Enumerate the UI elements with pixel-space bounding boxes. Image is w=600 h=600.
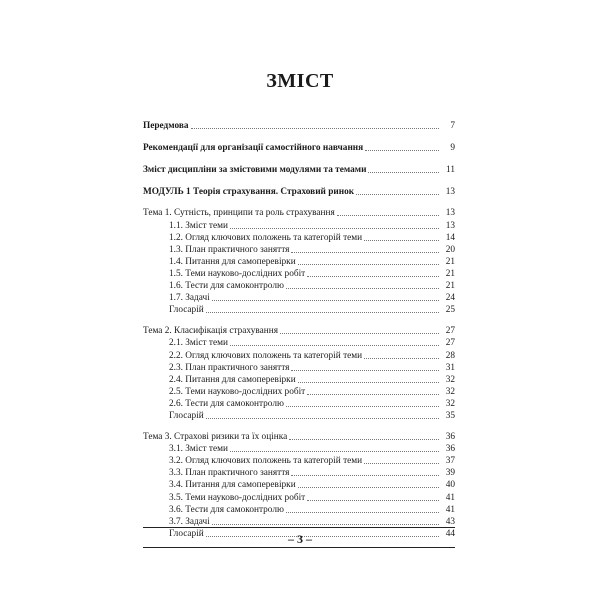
toc-entry-label: 1.2. Огляд ключових положень та категорій теми [169,232,363,243]
dot-leader [291,475,439,476]
toc-entry-label: 1.7. Задачі [169,293,210,304]
toc-entry-label: Рекомендації для організації самостійного навчання [143,143,364,154]
dot-leader [307,500,439,501]
toc-subentry[interactable] [143,349,455,361]
toc-entry-page: 21 [445,268,455,279]
dot-leader [298,487,439,488]
toc-entry-label: 3.7. Задачі [169,516,210,527]
toc-subentry[interactable] [143,467,455,479]
toc-entry-page: 44 [445,528,455,539]
toc-entry-topic-1[interactable] [143,207,455,219]
toc-subentry[interactable] [143,268,455,280]
toc-entry-page: 20 [445,244,455,255]
dot-leader [368,172,439,173]
footer-rule-top [143,527,455,528]
toc-entry-page: 37 [445,456,455,467]
toc-subentry[interactable] [143,491,455,503]
dot-leader [337,215,439,216]
toc-entry-label: 2.5. Теми науково-дослідних робіт [169,386,306,397]
toc-entry-label: 3.1. Зміст теми [169,444,228,455]
toc-subentry[interactable] [143,362,455,374]
dot-leader [364,240,439,241]
dot-leader [286,288,439,289]
dot-leader [307,394,439,395]
toc-entry-label: Зміст дисципліни за змістовими модулями та темами [143,165,367,176]
toc-entry-label: 1.3. План практичного заняття [169,244,290,255]
toc-entry-label: 2.1. Зміст теми [169,338,228,349]
toc-subentry[interactable] [143,479,455,491]
dot-leader [356,194,439,195]
toc-entry-page: 32 [445,386,455,397]
dot-leader [212,524,439,525]
toc-subentry[interactable] [143,504,455,516]
toc-entry-label: 3.2. Огляд ключових положень та категорій теми [169,456,363,467]
toc-entry-page: 35 [445,410,455,421]
toc-entry-page: 41 [445,492,455,503]
toc-subentry[interactable] [143,219,455,231]
toc-subentry-glossary[interactable] [143,304,455,316]
toc-entry-label: Передмова [143,121,189,132]
toc-entry-page: 21 [445,281,455,292]
dot-leader [230,228,439,229]
toc-entry-page: 43 [445,516,455,527]
dot-leader [289,439,439,440]
toc-entry-course-content[interactable] [143,164,455,176]
dot-leader [365,150,439,151]
page-number: – 3 – [288,532,312,546]
dot-leader [206,418,439,419]
toc-entry-label: 1.5. Теми науково-дослідних робіт [169,268,306,279]
dot-leader [364,358,439,359]
toc-entry-label: 1.6. Тести для самоконтролю [169,281,284,292]
dot-leader [364,463,439,464]
toc-entry-recommendations[interactable] [143,142,455,154]
dot-leader [291,252,439,253]
toc-entry-module-1[interactable] [143,186,455,198]
toc-entry-page: 28 [445,350,455,361]
toc-entry-page: 7 [450,121,455,132]
dot-leader [280,333,439,334]
toc-entry-page: 25 [445,305,455,316]
toc-entry-label: 2.3. План практичного заняття [169,362,290,373]
dot-leader [298,382,439,383]
toc-entry-label: 3.6. Тести для самоконтролю [169,504,284,515]
toc-entry-label: Глосарій [169,305,204,316]
toc-entry-topic-2[interactable] [143,325,455,337]
dot-leader [286,406,439,407]
toc-subentry[interactable] [143,374,455,386]
toc-entry-foreword[interactable] [143,120,455,132]
toc-entry-label: 2.2. Огляд ключових положень та категорій теми [169,350,363,361]
toc-subentry[interactable] [143,292,455,304]
toc-entry-label: Глосарій [169,528,204,539]
page-title: ЗМІСТ [266,70,334,92]
dot-leader [191,128,439,129]
toc-entry-page: 39 [445,468,455,479]
toc-subentry[interactable] [143,280,455,292]
dot-leader [212,300,439,301]
toc-subentry[interactable] [143,386,455,398]
toc-subentry[interactable] [143,256,455,268]
toc-entry-page: 13 [445,220,455,231]
toc-entry-page: 21 [445,256,455,267]
toc-entry-label: 3.3. План практичного заняття [169,468,290,479]
toc-subentry-glossary[interactable] [143,410,455,422]
toc-entry-label: 2.6. Тести для самоконтролю [169,398,284,409]
dot-leader [286,512,439,513]
toc-entry-label: МОДУЛЬ 1 Теорія страхування. Страховий ринок [143,187,355,198]
toc-subentry[interactable] [143,244,455,256]
footer-rule-bottom [143,547,455,548]
toc-entry-page: 32 [445,374,455,385]
dot-leader [298,264,439,265]
dot-leader [230,451,439,452]
toc-subentry[interactable] [143,398,455,410]
toc-entry-label: Тема 3. Страхові ризики та їх оцінка [143,432,288,443]
toc-entry-page: 40 [445,480,455,491]
toc-entry-page: 36 [445,432,455,443]
toc-subentry[interactable] [143,443,455,455]
toc-entry-page: 31 [445,362,455,373]
toc-entry-label: Тема 1. Сутність, принципи та роль страхування [143,208,335,219]
dot-leader [307,276,439,277]
toc-entry-page: 13 [445,208,455,219]
toc-entry-label: 1.4. Питання для самоперевірки [169,256,296,267]
toc-entry-page: 36 [445,444,455,455]
toc-subentry[interactable] [143,232,455,244]
toc-entry-page: 14 [445,232,455,243]
toc-entry-label: 3.4. Питання для самоперевірки [169,480,296,491]
toc-entry-label: 2.4. Питання для самоперевірки [169,374,296,385]
toc-entry-page: 32 [445,398,455,409]
toc-subentry[interactable] [143,455,455,467]
toc-entry-page: 41 [445,504,455,515]
toc-entry-label: 3.5. Теми науково-дослідних робіт [169,492,306,503]
toc-entry-page: 9 [450,143,455,154]
toc-entry-page: 13 [445,187,455,198]
toc-entry-page: 24 [445,293,455,304]
toc-entry-topic-3[interactable] [143,431,455,443]
toc-entry-label: 1.1. Зміст теми [169,220,228,231]
dot-leader [206,312,439,313]
table-of-contents [143,120,455,540]
toc-subentry[interactable] [143,337,455,349]
dot-leader [230,345,439,346]
toc-entry-page: 27 [445,326,455,337]
toc-entry-label: Глосарій [169,410,204,421]
toc-subentry[interactable] [143,516,455,528]
toc-entry-page: 11 [446,165,455,176]
dot-leader [291,370,439,371]
toc-entry-label: Тема 2. Класифікація страхування [143,326,278,337]
toc-entry-page: 27 [445,338,455,349]
